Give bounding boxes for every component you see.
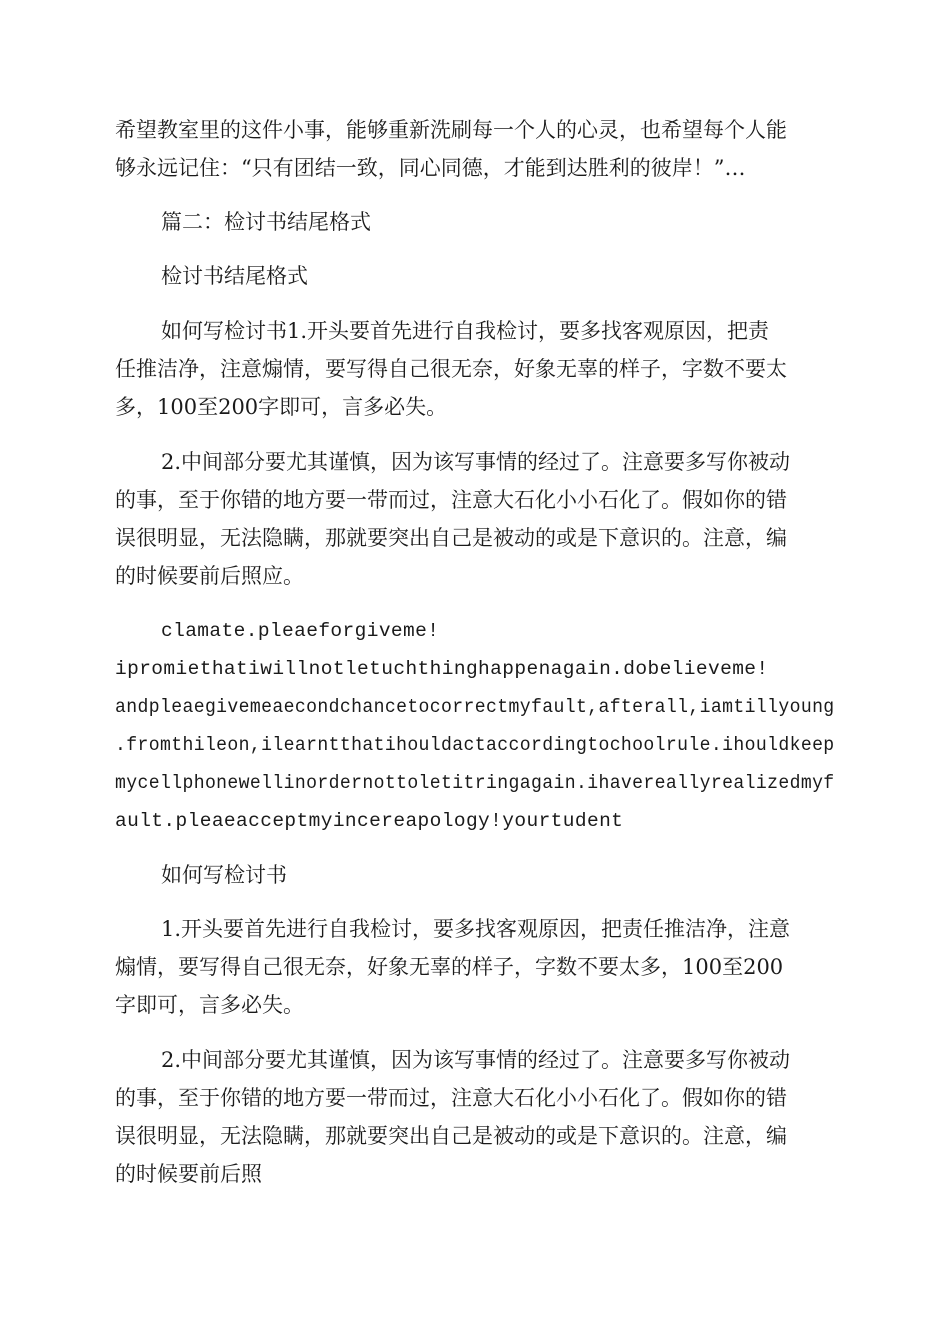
paragraph-line: 的事，至于你错的地方要一带而过，注意大石化小小石化了。假如你的错	[115, 1086, 787, 1110]
english-line: .fromthileon,ilearntthatihouldactaccordingtochoolrule.ihouldkeep	[115, 734, 835, 756]
english-line: ipromiethatiwillnotletuchthinghappenagain.dobelieveme!	[115, 658, 769, 680]
english-line: andpleaegivemeaecondchancetocorrectmyfault,afterall,iamtillyoung	[115, 696, 835, 718]
subheading: 如何写检讨书	[161, 863, 287, 887]
english-line: ault.pleaeacceptmyincereapology!yourtudent	[115, 810, 624, 832]
paragraph-line: 如何写检讨书1.开头要首先进行自我检讨，要多找客观原因，把责	[161, 319, 770, 343]
paragraph-line: 误很明显，无法隐瞒，那就要突出自己是被动的或是下意识的。注意，编	[115, 1124, 787, 1148]
document-title: 检讨书结尾格式	[161, 264, 308, 288]
paragraph-line: 的时候要前后照	[115, 1162, 262, 1186]
paragraph-line: 1.开头要首先进行自我检讨，要多找客观原因，把责任推洁净，注意	[161, 917, 791, 941]
paragraph-line: 多，100至200字即可，言多必失。	[115, 395, 448, 419]
paragraph-line: 够永远记住：“只有团结一致，同心同德，才能到达胜利的彼岸！”…	[115, 156, 746, 180]
section-heading: 篇二：检讨书结尾格式	[161, 210, 371, 234]
paragraph-line: 字即可，言多必失。	[115, 993, 304, 1017]
english-line: mycellphonewellinordernottoletitringagain.ihavereallyrealizedmyf	[115, 772, 835, 794]
paragraph-line: 的时候要前后照应。	[115, 564, 304, 588]
paragraph-line: 误很明显，无法隐瞒，那就要突出自己是被动的或是下意识的。注意，编	[115, 526, 787, 550]
paragraph-line: 2.中间部分要尤其谨慎，因为该写事情的经过了。注意要多写你被动	[161, 1048, 791, 1072]
paragraph-line: 煽情，要写得自己很无奈，好象无辜的样子，字数不要太多，100至200	[115, 955, 784, 979]
paragraph-line: 希望教室里的这件小事，能够重新洗刷每一个人的心灵，也希望每个人能	[115, 118, 787, 142]
english-line: clamate.pleaeforgiveme!	[161, 620, 440, 642]
paragraph-line: 的事，至于你错的地方要一带而过，注意大石化小小石化了。假如你的错	[115, 488, 787, 512]
paragraph-line: 2.中间部分要尤其谨慎，因为该写事情的经过了。注意要多写你被动	[161, 450, 791, 474]
paragraph-line: 任推洁净，注意煽情，要写得自己很无奈，好象无辜的样子，字数不要太	[115, 357, 787, 381]
